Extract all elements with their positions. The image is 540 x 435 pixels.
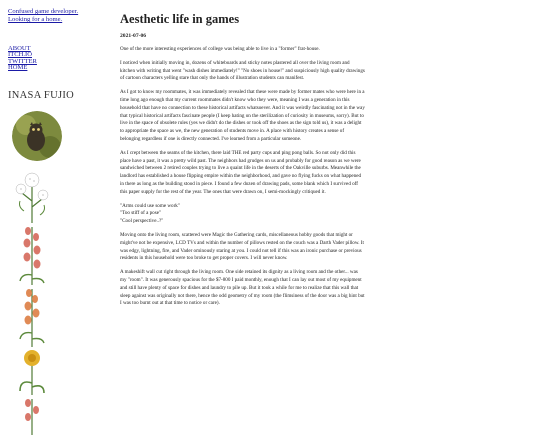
flower-illustrations: [8, 171, 100, 435]
dandelion-icon: [12, 347, 52, 395]
tagline-link-2[interactable]: Looking for a home.: [8, 16, 63, 23]
owl-icon: [12, 111, 62, 161]
post-title: Aesthetic life in games: [120, 12, 240, 26]
author-name: INASA FUJIO: [8, 89, 75, 101]
post-paragraph: As I crept between the seams of the kitchen, there laid THE red party cups and ping pong balls. So not only did this place have a past, it was a pretty wild past. The neighbors had grudges on us and probably for good reason as we were sandwiched between 2 retired couples trying to live a quaint life in the deserts of the Oakville suburbs. Meanwhile the landlord has established a house flipping empire within the neighborhood, and gave no flying fucks on what happened in there as long as the building stood in piece. I found a few dozen of drawing pads, some blank which I survived off this paper supply for the rest of the year. The ones that were drawn on, I semi-mockingly critiqued it.: [120, 149, 362, 195]
sidebar: [8, 8, 100, 435]
post: [120, 12, 365, 314]
nav-links: [8, 46, 100, 72]
quote-list: [120, 203, 365, 226]
foxglove-icon: [12, 223, 52, 285]
nav-home[interactable]: HOME: [8, 64, 28, 72]
quote-item: "Arms could use some work": [120, 202, 180, 209]
nav-itchio[interactable]: ITCH.IO: [8, 51, 32, 59]
foxglove-icon: [12, 395, 52, 435]
post-date: 2021-07-06: [120, 33, 147, 39]
tagline-link-1[interactable]: Confused game developer.: [8, 8, 79, 15]
post-paragraph: Moving onto the living room, scattered were Magic the Gathering cards, miscellaneous hobby goods that might or might've not be expensive, LCD TVs and within the number of pillows rested on the couch was a Darth Vader pillow. It was edgy, lightning, fire, and Vader ominously staring at you. I could not tell if this was an ironic purchase or previous residents in this household were too broke to get proper covers. I will never know.: [120, 231, 364, 262]
avatar[interactable]: [12, 111, 62, 161]
foxglove-icon: [12, 285, 52, 347]
quote-item: "Cool perspective..?": [120, 218, 164, 225]
post-paragraph: As I got to know my roommates, it was immediately revealed that these were made by former mates who were here in a time long ago enough that my current roommates didn't know who they were, meaning I was a generation in this household that have no connection to these historical artifacts whatsoever. And it was weirdly fascinating not in the way that typical historical artifacts fascinate people (I keep hating on the sterilization of curiosity in museums, sorry). But to live in the space of obsolete rules (yes we didn't do the dishes or took off the shoes as the sign told us), it was a delight to appropriate the space as we, the new generation of students move in. A place with history creates a sense of belonging regardless if one is directly connected. I've learned from a particular someone.: [120, 89, 365, 142]
nav-about[interactable]: ABOUT: [8, 45, 31, 52]
quote-item: "Too stiff of a pose": [120, 210, 162, 217]
post-paragraph: One of the more interesting experiences of college was being able to live in a "former" frat-house.: [120, 46, 320, 52]
post-paragraph: A makeshift wall cut right through the living room. One side retained its dignity as a living room and the other... was my "room". It was generously spacious for the $7-800 I paid monthly, enough that I can lay out most of my equipment and still have plenty of space for dishes and laundry to pile up. But it took a while for me to realize that this wall that sleep against was originally not there, hence the odd geometry of my room (the flimsiness of the door was a big hint but I was too burnt out at that time to notice or care).: [120, 269, 365, 307]
post-paragraph: I noticed when initially moving in, dozens of whiteboards and sticky notes plastered all over the living room and kitchen with writing that went "wash dishes immediately!" "No shoes in house!" and suspiciously high quality drawings of cartoon characters yelling stare that only the hands of illustration students can manifest.: [120, 59, 365, 82]
queen-annes-lace-icon: [12, 171, 52, 223]
tagline: [8, 8, 100, 24]
nav-twitter[interactable]: TWITTER: [8, 57, 37, 65]
